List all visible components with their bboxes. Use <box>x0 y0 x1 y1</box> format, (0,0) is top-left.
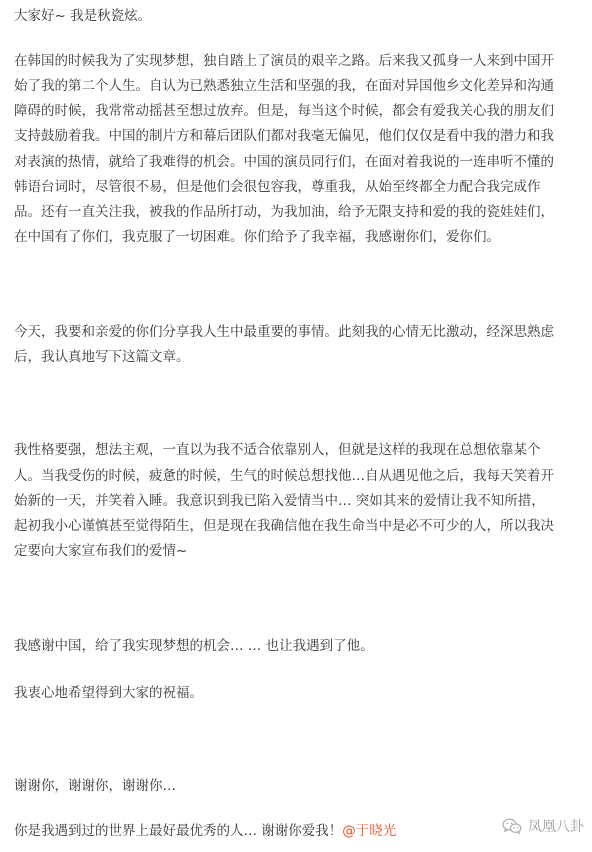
watermark-text: 凤凰八卦 <box>528 819 584 835</box>
paragraph-1-line-5: 对表演的热情，就给了我难得的机会。中国的演员同行们，在面对着我说的一连串听不懂的 <box>14 154 554 170</box>
greeting-line: 大家好~ 我是秋瓷炫。 <box>14 8 152 24</box>
paragraph-3-line-3: 始新的一天，并笑着入睡。我意识到我已陷入爱情当中… 突如其来的爱情让我不知所措， <box>14 493 545 509</box>
blessing-line: 我衷心地希望得到大家的祝福。 <box>14 685 203 701</box>
paragraph-2-line-2: 后，我认真地写下这篇文章。 <box>14 349 190 365</box>
paragraph-2-line-1: 今天，我要和亲爱的你们分享我人生中最重要的事情。此刻我的心情无比激动，经深思熟虑 <box>14 324 554 340</box>
paragraph-1-line-3: 障碍的时候，我常常动摇甚至想过放弃。但是，每当这个时候，都会有爱我关心我的朋友们 <box>14 103 554 119</box>
paragraph-1-line-4: 支持鼓励着我。中国的制片方和幕后团队们都对我毫无偏见，他们仅仅是看中我的潜力和我 <box>14 128 554 144</box>
thanks-china-line: 我感谢中国，给了我实现梦想的机会… … 也让我遇到了他。 <box>14 638 374 654</box>
paragraph-1-line-2: 始了我的第二个人生。自认为已熟悉独立生活和坚强的我，在面对异国他乡文化差异和沟通 <box>14 78 554 94</box>
paragraph-1-line-8: 在中国有了你们，我克服了一切困难。你们给予了我幸福，我感谢你们，爱你们。 <box>14 229 500 245</box>
thank-you-line: 谢谢你，谢谢你，谢谢你… <box>14 778 176 794</box>
paragraph-3-line-4: 起初我小心谨慎甚至觉得陌生，但是现在我确信他在我生命当中是必不可少的人，所以我决 <box>14 518 554 534</box>
closing-line <box>14 822 396 840</box>
paragraph-3-line-1: 我性格要强，想法主观，一直以为我不适合依靠别人，但就是这样的我现在总想依靠某个 <box>14 442 541 458</box>
paragraph-3-line-2: 人。当我受伤的时候，疲惫的时候，生气的时候总想找他…自从遇见他之后，我每天笑着开 <box>14 468 554 484</box>
mention-link[interactable]: @于晓光 <box>342 823 397 839</box>
paragraph-1-line-1: 在韩国的时候我为了实现梦想，独自踏上了演员的艰辛之路。后来我又孤身一人来到中国开 <box>14 53 554 69</box>
paragraph-1-line-7: 品。还有一直关注我，被我的作品所打动，为我加油，给予无限支持和爱的我的瓷娃娃们， <box>14 204 554 220</box>
wechat-icon <box>502 818 522 834</box>
source-watermark <box>502 816 584 836</box>
paragraph-3-line-5: 定要向大家宣布我们的爱情~ <box>14 543 188 559</box>
paragraph-1-line-6: 韩语台词时，尽管很不易，但是他们会很包容我，尊重我，从始至终都全力配合我完成作 <box>14 179 541 195</box>
closing-text: 你是我遇到过的世界上最好最优秀的人… 谢谢你爱我！ <box>14 823 343 839</box>
